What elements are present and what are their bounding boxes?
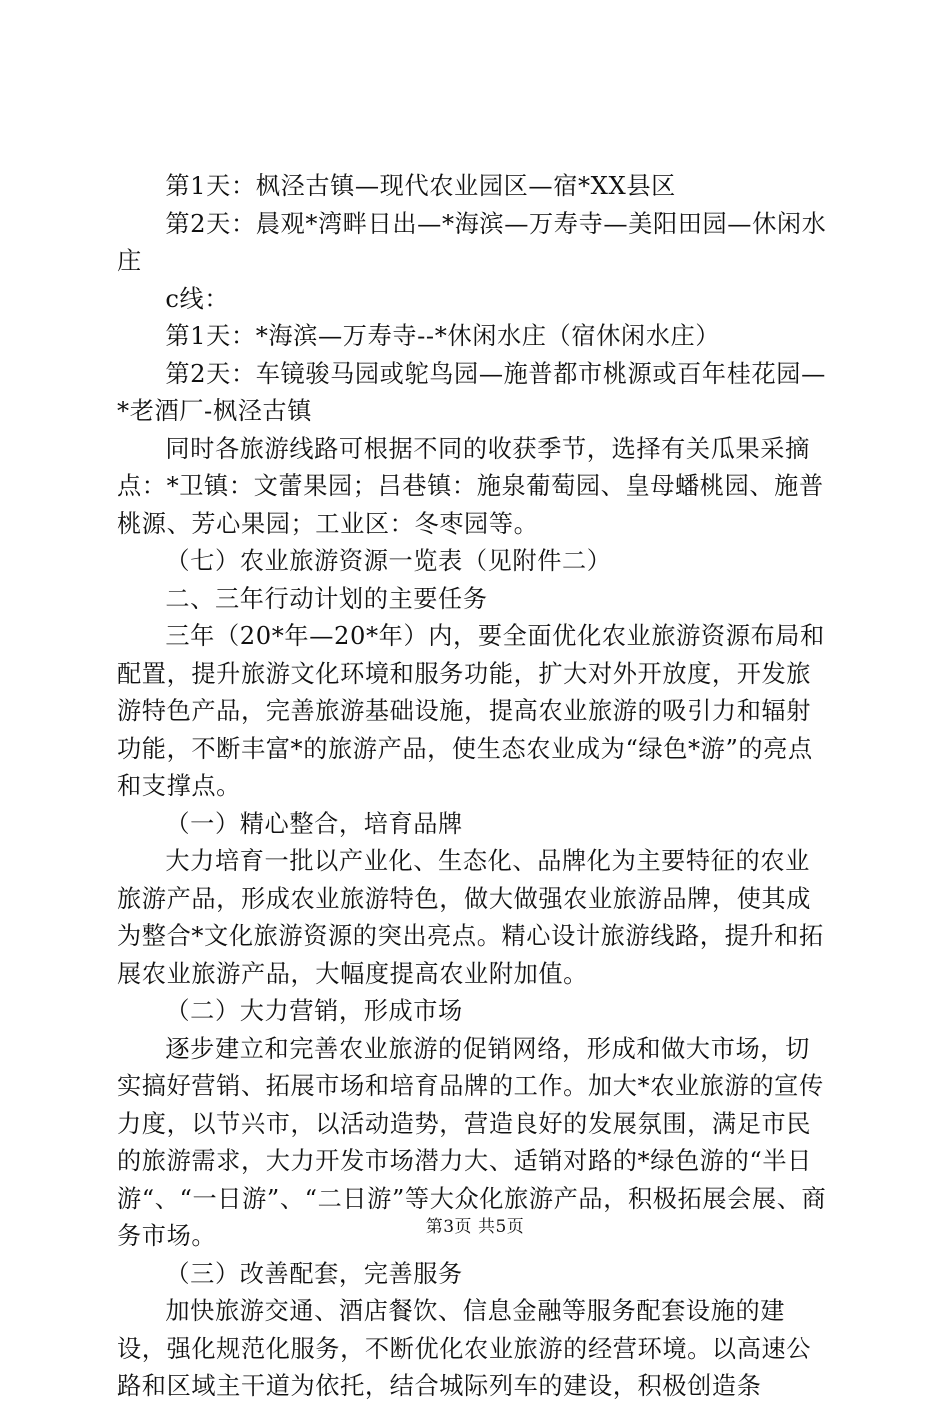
paragraph-three-year-plan: 三年（20*年—20*年）内，要全面优化农业旅游资源布局和配置，提升旅游文化环境和服务功能，扩大对外开放度，开发旅游特色产品，完善旅游基础设施，提高农业旅游的吸引力和辐射功能，不断丰富*的旅游产品，使生态农业成为“绿色*游”的亮点和支撑点。 [117, 622, 825, 800]
paragraph-day1-line-c: 第1天：*海滨—万寿寺--*休闲水庄（宿休闲水庄） [165, 322, 721, 350]
section-heading-services: （三）改善配套，完善服务 [165, 1259, 463, 1288]
section-heading-integration: （一）精心整合，培育品牌 [165, 809, 463, 838]
paragraph-harvest-spots: 同时各旅游线路可根据不同的收获季节，选择有关瓜果采摘点：*卫镇：文蕾果园；吕巷镇：施泉葡萄园、皇母蟠桃园、施普桃源、芳心果园；工业区：冬枣园等。 [117, 434, 824, 538]
section-heading-marketing: （二）大力营销，形成市场 [165, 997, 463, 1025]
paragraph-marketing: 逐步建立和完善农业旅游的促销网络，形成和做大市场，切实搞好营销、拓展市场和培育品牌的工作。加大*农业旅游的宣传力度，以节兴市，以活动造势，营造良好的发展氛围，满足市民的旅游需求，大力开发市场潜力大、适销对路的*绿色游的“半日游“、“一日游”、“二日游”等大众化旅游产品，积极拓展会展、商务市场。 [117, 1034, 827, 1250]
section-heading-resource-table: （七）农业旅游资源一览表（见附件二） [165, 547, 612, 575]
paragraph-day2-line-c: 第2天：车镜骏马园或鸵鸟园—施普都市桃源或百年桂花园—*老酒厂-枫泾古镇 [117, 359, 826, 425]
paragraph-brand-building: 大力培育一批以产业化、生态化、品牌化为主要特征的农业旅游产品，形成农业旅游特色，做大做强农业旅游品牌，使其成为整合*文化旅游资源的突出亮点。精心设计旅游线路，提升和拓展农业旅游产品，大幅度提高农业附加值。 [117, 847, 824, 988]
paragraph-day1-line-b: 第1天：枫泾古镇—现代农业园区—宿*XX县区 [165, 172, 676, 200]
paragraph-services: 加快旅游交通、酒店餐饮、信息金融等服务配套设施的建设，强化规范化服务，不断优化农业旅游的经营环境。以高速公路和区域主干道为依托，结合城际列车的建设，积极创造条 [117, 1297, 812, 1400]
section-heading-main-tasks: 二、三年行动计划的主要任务 [165, 584, 488, 613]
paragraph-line-c-heading: c线： [165, 284, 230, 313]
paragraph-day2-line-b: 第2天：晨观*湾畔日出—*海滨—万寿寺—美阳田园—休闲水庄 [117, 209, 827, 275]
page-number-footer: 第3页 共5页 [425, 1217, 525, 1237]
